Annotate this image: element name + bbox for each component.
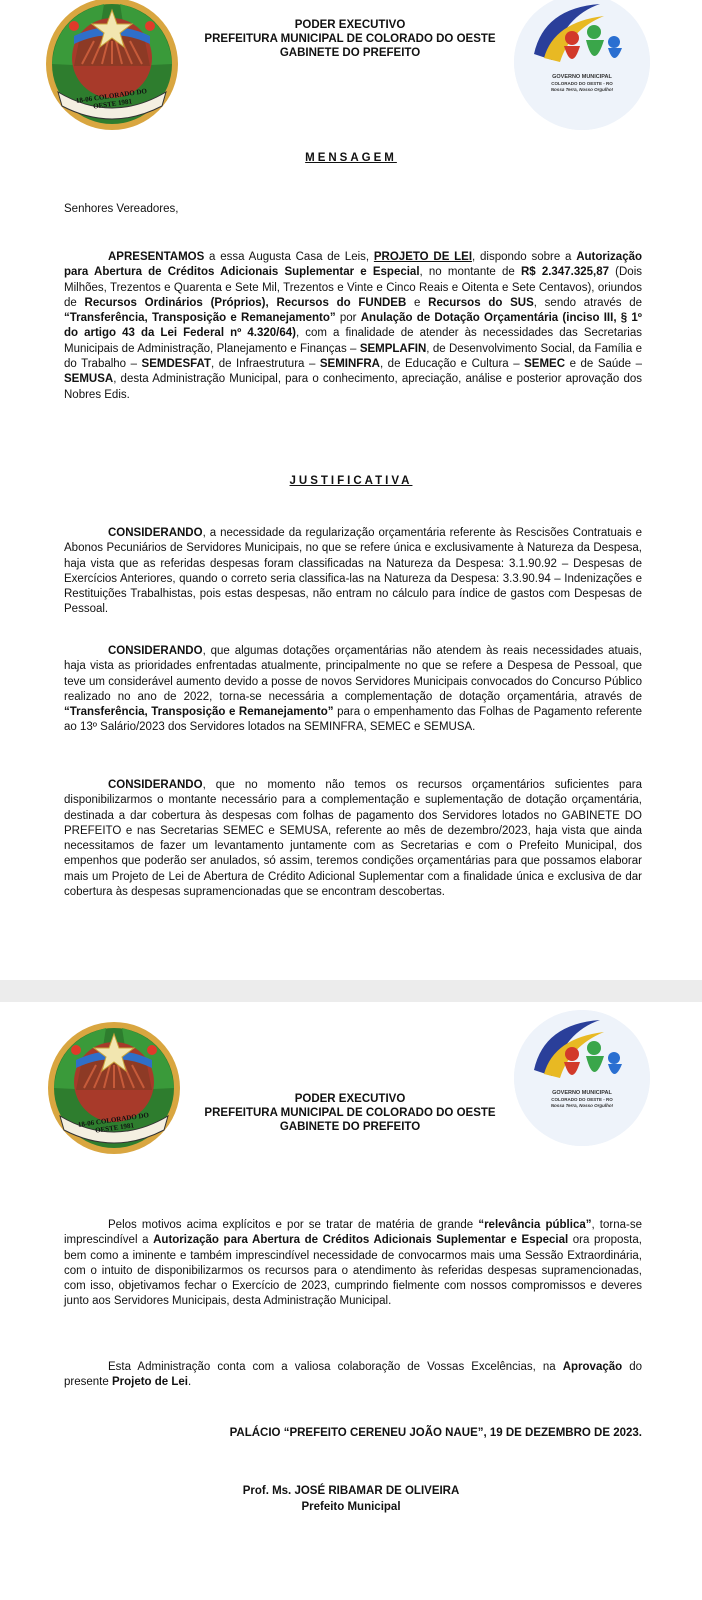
paragraph-mensagem: APRESENTAMOS a essa Augusta Casa de Leis, PROJETO DE LEI, dispondo sobre a Autorização para Abertura de Créditos Adicionais Suplementar e Especial, no montante de R$ 2.347.325,87 (Dois Milhões, Trezentos e Quarenta e Sete Mil, Trezentos e Vinte e Cinco Reais e Oitenta e Sete Centavos), oriundos de Recursos Ordinários (Próprios), Recursos do FUNDEB e Recursos do SUS, sendo através de “Transferência, Transposição e Remanejamento” por Anulação de Dotação Orçamentária (inciso III, § 1º do artigo 43 da Lei Federal nº 4.320/64), com a finalidade de atender às necessidades das Secretarias Municipais de Administração, Planejamento e Finanças – SEMPLAFIN, de Desenvolvimento Social, da Família e do Trabalho – SEMDESFAT, de Infraestrutura – SEMINFRA, de Educação e Cultura – SEMEC e de Saúde – SEMUSA, desta Administração Municipal, para o conhecimento, apreciação, análise e posterior aprovação dos Nobres Edis. bbox=[64, 251, 643, 401]
salutation: Senhores Vereadores, bbox=[64, 203, 179, 215]
logo-caption bbox=[534, 74, 630, 94]
document-header bbox=[190, 18, 510, 60]
logo-caption-line3-p2: Nossa Terra, Nosso Orgulho! bbox=[550, 1103, 614, 1108]
paragraph-considerando-2: CONSIDERANDO, que algumas dotações orçamentárias não atendem às reais necessidades atuais, haja vista as prioridades enfrentadas atualmente, principalmente no que se refere a Despesa de Pessoal, que teve um considerável aumento devido a posse de novos Servidores Municipais convocados do Concurso Público realizado no ano de 2022, torna-se necessária a complementação de dotação orçamentária, através de “Transferência, Transposição e Remanejamento” para o empenhamento das Folhas de Pagamento referente ao 13º Salário/2023 dos Servidores lotados na SEMINFRA, SEMEC e SEMUSA. bbox=[64, 645, 643, 734]
place-and-date: PALÁCIO “PREFEITO CERENEU JOÃO NAUE”, 19 DE DEZEMBRO DE 2023. bbox=[229, 1427, 642, 1439]
heading-justificativa: JUSTIFICATIVA bbox=[289, 475, 413, 487]
logo-caption-line1: GOVERNO MUNICIPAL bbox=[552, 74, 612, 80]
header-line-gabinete: GABINETE DO PREFEITO bbox=[279, 47, 421, 59]
municipal-seal-left bbox=[44, 0, 180, 132]
header-line-prefeitura-p2: PREFEITURA MUNICIPAL DE COLORADO DO OESTE bbox=[204, 1107, 496, 1119]
header-line-executive: PODER EXECUTIVO bbox=[294, 19, 406, 31]
seal-banner-text-p2: 18-06 COLORADO DO OESTE 1981 bbox=[77, 1111, 150, 1135]
paragraph-aprovacao: Esta Administração conta com a valiosa colaboração de Vossas Excelências, na Aprovação do presente Projeto de Lei. bbox=[64, 1361, 642, 1389]
signer-title: Prefeito Municipal bbox=[301, 1501, 401, 1513]
document-page-2 bbox=[0, 1002, 702, 1600]
government-logo-right-p2 bbox=[514, 1010, 650, 1146]
municipal-seal-left-p2 bbox=[46, 1020, 182, 1156]
logo-caption-line1-p2: GOVERNO MUNICIPAL bbox=[552, 1090, 612, 1096]
signer-name: Prof. Ms. JOSÉ RIBAMAR DE OLIVEIRA bbox=[242, 1485, 460, 1497]
logo-caption-line2-p2: COLORADO DO OESTE - RO bbox=[551, 1096, 613, 1102]
paragraph-considerando-1: CONSIDERANDO, a necessidade da regularização orçamentária referente às Rescisões Contratuais e Abonos Pecuniários de Servidores Municipais, no que se refere única e exclusivamente à Natureza da Despesa, haja vista que as referidas despesas foram classificadas na Natureza da Despesa: 3.1.90.92 – Despesas de Exercícios Anteriores, quando o correto seria classifica-las na Natureza da Despesa: 3.3.90.94 – Indenizações e Restituições Trabalhistas, pois estas despesas, não entram no cálculo para índice de gastos com Despesas de Pessoal. bbox=[64, 527, 642, 616]
logo-caption-line3: Nossa Terra, Nosso Orgulho! bbox=[550, 87, 614, 92]
header-line-executive-p2: PODER EXECUTIVO bbox=[294, 1093, 406, 1105]
paragraph-conclusao: Pelos motivos acima explícitos e por se tratar de matéria de grande “relevância pública”, torna-se imprescindível a Autorização para Abertura de Créditos Adicionais Suplementar e Especial ora proposta, bem como a iminente e também imprescindível necessidade de convocarmos mais uma Sessão Extraordinária, com o intuito de disponibilizarmos os recursos para o atendimento às referidas despesas supramencionadas, com isso, objetivamos fechar o Exercício de 2023, cumprindo fielmente com nossos compromissos e deveres junto aos Servidores Municipais, desta Administração Municipal. bbox=[64, 1219, 642, 1308]
page-separator bbox=[0, 980, 702, 1002]
document-header-p2 bbox=[190, 1092, 510, 1134]
logo-caption-line2: COLORADO DO OESTE - RO bbox=[551, 80, 613, 86]
heading-mensagem: MENSAGEM bbox=[305, 152, 397, 164]
government-logo-right bbox=[514, 0, 650, 130]
header-line-gabinete-p2: GABINETE DO PREFEITO bbox=[279, 1121, 421, 1133]
seal-banner-text: 18-06 COLORADO DO OESTE 1981 bbox=[75, 87, 148, 111]
paragraph-considerando-3: CONSIDERANDO, que no momento não temos os recursos orçamentários suficientes para disponibilizarmos o montante necessário para a complementação e suplementação de dotação orçamentária, destinada a dar cobertura às despesas com folhas de pagamento dos Servidores lotados no GABINETE DO PREFEITO e nas Secretarias SEMEC e SEMUSA, referente ao mês de dezembro/2023, haja vista que ainda necessitamos de fazer um levantamento juntamente com as Secretarias e com o Prefeito Municipal, dos empenhos que poderão ser anulados, só assim, teremos condições orçamentárias para que possamos elaborar mais um Projeto de Lei de Abertura de Crédito Adicional Suplementar com a finalidade única e exclusiva de dar cobertura às despesas supramencionadas que se encontram descobertas. bbox=[64, 779, 642, 899]
header-line-prefeitura: PREFEITURA MUNICIPAL DE COLORADO DO OESTE bbox=[204, 33, 496, 45]
logo-caption-p2 bbox=[534, 1090, 630, 1110]
